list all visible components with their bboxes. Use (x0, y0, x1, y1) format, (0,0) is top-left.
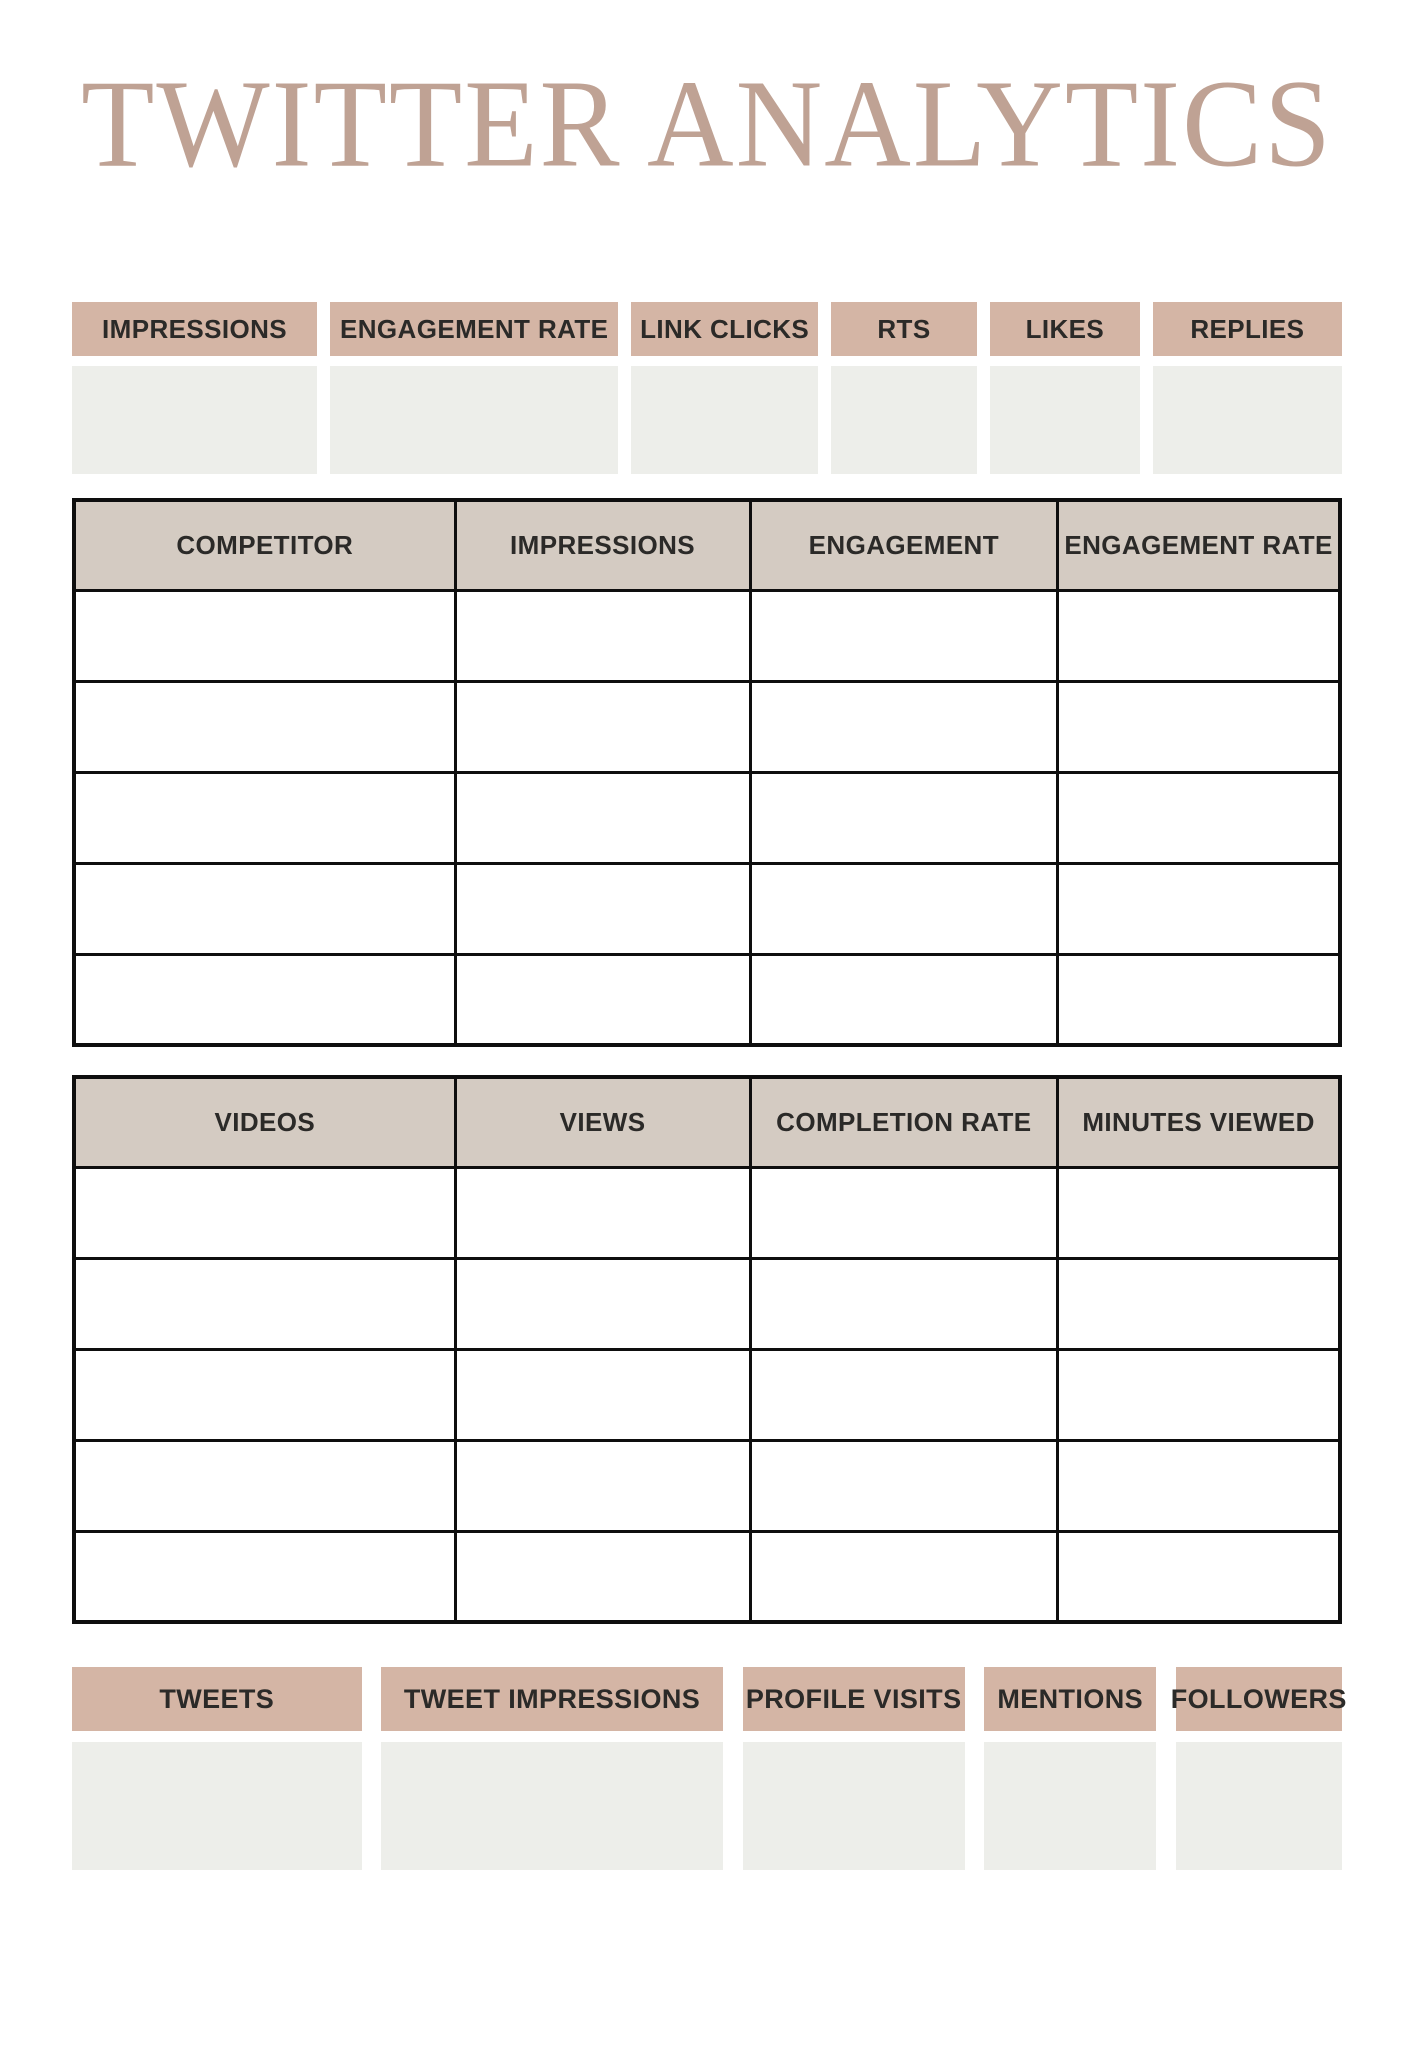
table-cell[interactable] (455, 1531, 750, 1622)
title-container (72, 56, 1342, 192)
stat-card-impressions (72, 302, 317, 474)
table-cell[interactable] (74, 954, 455, 1045)
twitter-analytics-page (0, 56, 1414, 2056)
bottom-stats-row (72, 1667, 1347, 1870)
stat-card-tweet-impressions (381, 1667, 723, 1870)
stat-value-replies[interactable] (1153, 366, 1342, 474)
engagement-col-header: ENGAGEMENT (750, 500, 1058, 590)
table-cell[interactable] (750, 954, 1058, 1045)
table-cell[interactable] (1058, 1167, 1340, 1258)
stat-value-link-clicks[interactable] (631, 366, 818, 474)
table-row (74, 1167, 1340, 1258)
stat-value-impressions[interactable] (72, 366, 317, 474)
table-row (74, 772, 1340, 863)
table-cell[interactable] (750, 1349, 1058, 1440)
stat-label-followers: FOLLOWERS (1176, 1667, 1342, 1731)
table-cell[interactable] (455, 772, 750, 863)
stat-value-engagement-rate[interactable] (330, 366, 618, 474)
table-cell[interactable] (455, 863, 750, 954)
stat-card-profile-visits (743, 1667, 965, 1870)
table-cell[interactable] (74, 1531, 455, 1622)
table-cell[interactable] (750, 1440, 1058, 1531)
stat-value-tweets[interactable] (72, 1742, 362, 1870)
table-cell[interactable] (74, 1349, 455, 1440)
table-row (74, 863, 1340, 954)
table-row (74, 1440, 1340, 1531)
table-cell[interactable] (455, 954, 750, 1045)
stat-value-rts[interactable] (831, 366, 977, 474)
table-cell[interactable] (455, 590, 750, 681)
table-cell[interactable] (1058, 590, 1340, 681)
table-cell[interactable] (750, 772, 1058, 863)
stat-value-likes[interactable] (990, 366, 1140, 474)
competitor-table-header-row (74, 500, 1340, 590)
stat-card-replies (1153, 302, 1342, 474)
table-cell[interactable] (455, 1440, 750, 1531)
videos-col-header: VIDEOS (74, 1077, 455, 1167)
minutes-viewed-col-header: MINUTES VIEWED (1058, 1077, 1340, 1167)
stat-label-impressions: IMPRESSIONS (72, 302, 317, 356)
table-cell[interactable] (455, 1349, 750, 1440)
stat-label-tweet-impressions: TWEET IMPRESSIONS (381, 1667, 723, 1731)
videos-table (72, 1075, 1342, 1624)
stat-label-likes: LIKES (990, 302, 1140, 356)
table-cell[interactable] (74, 681, 455, 772)
table-row (74, 1531, 1340, 1622)
stat-card-likes (990, 302, 1140, 474)
table-cell[interactable] (1058, 954, 1340, 1045)
stat-label-profile-visits: PROFILE VISITS (743, 1667, 965, 1731)
table-row (74, 1258, 1340, 1349)
table-cell[interactable] (455, 1258, 750, 1349)
table-cell[interactable] (750, 1258, 1058, 1349)
table-cell[interactable] (1058, 681, 1340, 772)
stat-label-rts: RTS (831, 302, 977, 356)
stat-card-rts (831, 302, 977, 474)
stat-value-tweet-impressions[interactable] (381, 1742, 723, 1870)
stat-card-followers (1170, 1667, 1347, 1870)
table-cell[interactable] (750, 863, 1058, 954)
stat-card-mentions (984, 1667, 1155, 1870)
stat-label-mentions: MENTIONS (984, 1667, 1155, 1731)
table-cell[interactable] (74, 772, 455, 863)
stat-label-tweets: TWEETS (72, 1667, 362, 1731)
table-cell[interactable] (74, 1440, 455, 1531)
table-cell[interactable] (750, 1167, 1058, 1258)
videos-table-header-row (74, 1077, 1340, 1167)
table-row (74, 954, 1340, 1045)
stat-label-engagement-rate: ENGAGEMENT RATE (330, 302, 618, 356)
stat-label-link-clicks: LINK CLICKS (631, 302, 818, 356)
table-cell[interactable] (74, 1258, 455, 1349)
stat-value-followers[interactable] (1176, 1742, 1342, 1870)
table-cell[interactable] (1058, 1440, 1340, 1531)
page-title: TWITTER ANALYTICS (81, 54, 1333, 193)
table-cell[interactable] (74, 863, 455, 954)
competitor-col-header: COMPETITOR (74, 500, 455, 590)
table-row (74, 590, 1340, 681)
stat-value-mentions[interactable] (984, 1742, 1155, 1870)
engagement-rate-col-header: ENGAGEMENT RATE (1058, 500, 1340, 590)
table-cell[interactable] (750, 590, 1058, 681)
table-cell[interactable] (750, 1531, 1058, 1622)
table-cell[interactable] (455, 1167, 750, 1258)
competitor-table (72, 498, 1342, 1047)
table-cell[interactable] (455, 681, 750, 772)
stat-value-profile-visits[interactable] (743, 1742, 965, 1870)
completion-rate-col-header: COMPLETION RATE (750, 1077, 1058, 1167)
table-row (74, 1349, 1340, 1440)
stat-card-tweets (72, 1667, 362, 1870)
table-cell[interactable] (1058, 1258, 1340, 1349)
views-col-header: VIEWS (455, 1077, 750, 1167)
top-stats-row (72, 302, 1342, 474)
table-cell[interactable] (74, 590, 455, 681)
stat-card-engagement-rate (330, 302, 618, 474)
stat-label-replies: REPLIES (1153, 302, 1342, 356)
table-cell[interactable] (1058, 1531, 1340, 1622)
table-cell[interactable] (750, 681, 1058, 772)
table-row (74, 681, 1340, 772)
stat-card-link-clicks (631, 302, 818, 474)
table-cell[interactable] (1058, 1349, 1340, 1440)
table-cell[interactable] (1058, 772, 1340, 863)
table-cell[interactable] (1058, 863, 1340, 954)
impressions-col-header: IMPRESSIONS (455, 500, 750, 590)
table-cell[interactable] (74, 1167, 455, 1258)
